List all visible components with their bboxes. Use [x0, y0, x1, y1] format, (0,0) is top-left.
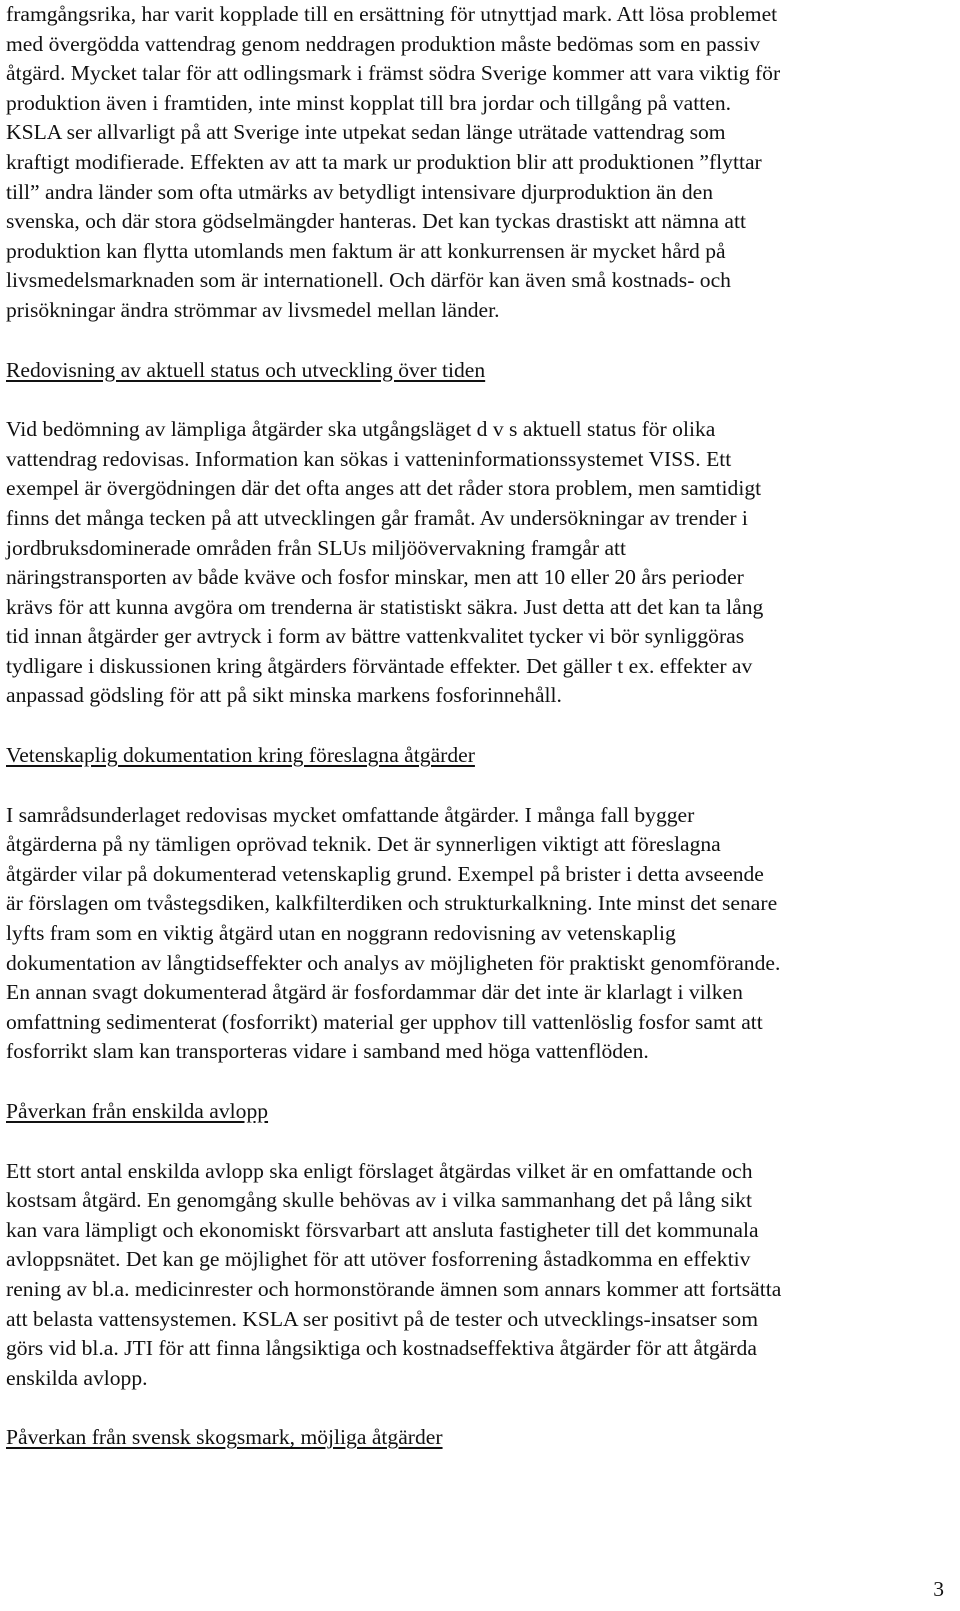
spacer: [6, 711, 946, 741]
document-page: [6, 0, 946, 1453]
spacer: [6, 326, 946, 356]
section-body-sewage: Ett stort antal enskilda avlopp ska enligt förslaget åtgärdas vilket är en omfattande och kostsam åtgärd. En genomgång skulle behövas av i vilka sammanhang det på lång sikt kan vara lämpligt och ekonomiskt försvarbart att ansluta fastigheter till det kommunala avloppsnätet. Det kan ge möjlighet för att utöver fosforrening åstadkomma en effektiv rening av bl.a. medicinrester och hormonstörande ämnen som annars kommer att fortsätta att belasta vattensystemen. KSLA ser positivt på de tester och utvecklings-insatser som görs vid bl.a. JTI för att finna långsiktiga och kostnadseffektiva åtgärder för att åtgärda enskilda avlopp.: [6, 1158, 782, 1390]
spacer: [6, 771, 946, 801]
intro-paragraph: framgångsrika, har varit kopplade till en ersättning för utnyttjad mark. Att lösa problemet med övergödda vattendrag genom neddragen produktion måste bedömas som en passiv åtgärd. Mycket talar för att odlingsmark i främst södra Sverige kommer att vara viktig för produktion även i framtiden, inte minst kopplat till bra jordar och tillgång på vatten. KSLA ser allvarligt på att Sverige inte utpekat sedan länge uträtade vattendrag som kraftigt modifierade. Effekten av att ta mark ur produktion blir att produktionen ”flyttar till” andra länder som ofta utmärks av betydligt intensivare djurproduktion än den svenska, och där stora gödselmängder hanteras. Det kan tyckas drastiskt att nämna att produktion kan flytta utomlands men faktum är att konkurrensen är mycket hård på livsmedelsmarknaden som är internationell. Och därför kan även små kostnads- och prisökningar ändra strömmar av livsmedel mellan länder.: [6, 2, 781, 322]
section-heading-sewage: Påverkan från enskilda avlopp: [6, 1099, 269, 1123]
section-heading-forest: Påverkan från svensk skogsmark, möjliga åtgärder: [6, 1425, 443, 1450]
section-heading-documentation: Vetenskaplig dokumentation kring föreslagna åtgärder: [6, 743, 475, 768]
spacer: [6, 1067, 946, 1097]
spacer: [6, 1127, 946, 1157]
section-heading-status: Redovisning av aktuell status och utveckling över tiden: [6, 357, 486, 382]
section-body-status: Vid bedömning av lämpliga åtgärder ska utgångsläget d v s aktuell status för olika vattendrag redovisas. Information kan sökas i vatteninformationssystemet VISS. Ett exempel är övergödningen där det ofta anges att det råder stora problem, men samtidigt finns det många tecken på att utvecklingen går framåt. Av undersökningar av trender i jordbruksdominerade områden från SLUs miljöövervakning framgår att näringstransporten av både kväve och fosfor minskar, men att 10 eller 20 års perioder krävs för att kunna avgöra om trenderna är statistiskt säkra. Just detta att det kan ta lång tid innan åtgärder ger avtryck i form av bättre vattenkvalitet tycker vi bör synliggöras tydligare i diskussionen kring åtgärders förväntade effekter. Det gäller t ex. effekter av anpassad gödsling för att på sikt minska markens fosforinnehåll.: [6, 417, 764, 708]
section-body-documentation: I samrådsunderlaget redovisas mycket omfattande åtgärder. I många fall bygger åtgärderna på ny tämligen oprövad teknik. Det är synnerligen viktigt att föreslagna åtgärder vilar på dokumenterad vetenskaplig grund. Exempel på brister i detta avseende är förslagen om tvåstegsdiken, kalkfilterdiken och strukturkalkning. Inte minst det senare lyfts fram som en viktig åtgärd utan en noggrann redovisning av vetenskaplig dokumentation av långtidseffekter och analys av möjligheten för praktiskt genomförande. En annan svagt dokumenterad åtgärd är fosfordammar där det inte är klarlagt i vilken omfattning sedimenterat (fosforrikt) material ger upphov till vattenlöslig fosfor samt att fosforrikt slam kan transporteras vidare i samband med höga vattenflöden.: [6, 802, 781, 1064]
spacer: [6, 1393, 946, 1423]
spacer: [6, 385, 946, 415]
page-number: 3: [933, 1577, 944, 1601]
